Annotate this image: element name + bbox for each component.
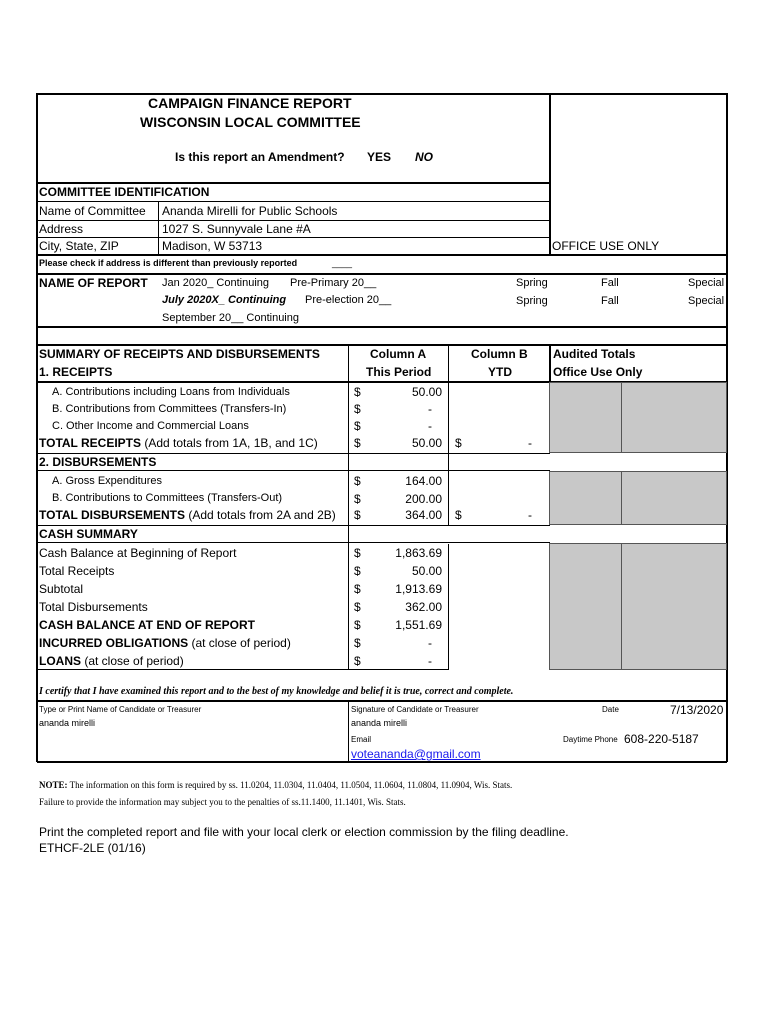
cash-disbursements-label: Total Disbursements bbox=[39, 600, 148, 614]
cash-begin-value[interactable]: 1,863.69 bbox=[395, 546, 442, 560]
receipt-c-label: C. Other Income and Commercial Loans bbox=[52, 420, 249, 432]
report-name-label: NAME OF REPORT bbox=[39, 276, 148, 290]
phone-label: Daytime Phone bbox=[563, 735, 618, 744]
summary-heading: SUMMARY OF RECEIPTS AND DISBURSEMENTS bbox=[39, 347, 320, 361]
report-fall-1[interactable]: Fall bbox=[601, 277, 619, 289]
committee-heading: COMMITTEE IDENTIFICATION bbox=[39, 185, 210, 199]
report-preelection[interactable]: Pre-election 20__ bbox=[305, 294, 392, 306]
report-preprimary[interactable]: Pre-Primary 20__ bbox=[290, 277, 377, 289]
column-a-heading: Column A bbox=[370, 347, 427, 361]
disbursement-b-value[interactable]: 200.00 bbox=[405, 492, 442, 506]
signature-label: Signature of Candidate or Treasurer bbox=[351, 705, 479, 714]
currency-symbol: $ bbox=[354, 600, 361, 614]
note-bold: NOTE: bbox=[39, 780, 68, 790]
address-label: Address bbox=[39, 222, 84, 236]
penalty-note: Failure to provide the information may subject you to the penalties of ss.11.1400, 11.1401, Wis. Stats. bbox=[39, 797, 406, 807]
report-special-1[interactable]: Special bbox=[688, 277, 725, 289]
total-disbursements-value[interactable]: 364.00 bbox=[405, 508, 442, 522]
cash-receipts-label: Total Receipts bbox=[39, 564, 115, 578]
currency-symbol: $ bbox=[354, 436, 361, 450]
print-name-value[interactable]: ananda mirelli bbox=[39, 718, 96, 728]
receipts-heading: 1. RECEIPTS bbox=[39, 365, 113, 379]
currency-symbol: $ bbox=[354, 508, 361, 522]
cash-subtotal-value[interactable]: 1,913.69 bbox=[395, 582, 442, 596]
report-spring-1[interactable]: Spring bbox=[516, 277, 548, 289]
note-text: The information on this form is required by ss. 11.0204, 11.0304, 11.0404, 11.0504, 11.0604, 11.0804, 11.0904, Wis. Stats. bbox=[67, 780, 513, 790]
office-use-label: OFFICE USE ONLY bbox=[552, 239, 660, 253]
amendment-yes[interactable]: YES bbox=[367, 150, 392, 164]
receipt-a-label: A. Contributions including Loans from Individuals bbox=[52, 386, 290, 398]
report-jan[interactable]: Jan 2020_ Continuing bbox=[162, 277, 270, 289]
cash-receipts-value[interactable]: 50.00 bbox=[411, 564, 442, 578]
disbursement-a-label: A. Gross Expenditures bbox=[52, 475, 163, 487]
loans-value[interactable]: - bbox=[428, 654, 432, 668]
address-change-checkbox[interactable]: ____ bbox=[332, 258, 353, 268]
column-a-subheading: This Period bbox=[366, 365, 432, 379]
incurred-bold: INCURRED OBLIGATIONS bbox=[39, 636, 189, 650]
column-b-subheading: YTD bbox=[488, 365, 512, 379]
total-receipts-ytd[interactable]: - bbox=[528, 436, 532, 450]
receipt-b-value[interactable]: - bbox=[428, 402, 432, 416]
city-value[interactable]: Madison, W 53713 bbox=[162, 239, 263, 253]
currency-symbol: $ bbox=[354, 402, 361, 416]
statute-note bbox=[39, 781, 512, 790]
currency-symbol: $ bbox=[455, 508, 462, 522]
loans-bold: LOANS bbox=[39, 654, 81, 668]
currency-symbol: $ bbox=[455, 436, 462, 450]
currency-symbol: $ bbox=[354, 546, 361, 560]
report-july[interactable]: July 2020X_ Continuing bbox=[162, 294, 287, 306]
loans-label bbox=[39, 655, 184, 667]
incurred-obligations-value[interactable]: - bbox=[428, 636, 432, 650]
report-spring-2[interactable]: Spring bbox=[516, 295, 548, 307]
date-value[interactable]: 7/13/2020 bbox=[670, 703, 724, 717]
email-label: Email bbox=[351, 735, 372, 744]
loans-note: (at close of period) bbox=[81, 654, 184, 668]
signature-value[interactable]: ananda mirelli bbox=[351, 718, 408, 728]
currency-symbol: $ bbox=[354, 492, 361, 506]
column-b-heading: Column B bbox=[471, 347, 528, 361]
form-title: CAMPAIGN FINANCE REPORT bbox=[148, 95, 352, 111]
total-disbursements-label bbox=[39, 509, 336, 521]
currency-symbol: $ bbox=[354, 419, 361, 433]
receipt-a-value[interactable]: 50.00 bbox=[411, 385, 442, 399]
total-disbursements-bold: TOTAL DISBURSEMENTS bbox=[39, 508, 186, 522]
currency-symbol: $ bbox=[354, 564, 361, 578]
cash-begin-label: Cash Balance at Beginning of Report bbox=[39, 546, 237, 560]
currency-symbol: $ bbox=[354, 385, 361, 399]
audited-totals-heading: Audited Totals bbox=[553, 347, 636, 361]
cash-subtotal-label: Subtotal bbox=[39, 582, 84, 596]
cash-summary-heading: CASH SUMMARY bbox=[39, 527, 138, 541]
total-receipts-label bbox=[39, 437, 318, 449]
form-id: ETHCF-2LE (01/16) bbox=[39, 841, 146, 855]
disbursement-b-label: B. Contributions to Committees (Transfers-Out) bbox=[52, 492, 283, 504]
receipt-b-label: B. Contributions from Committees (Transfers-In) bbox=[52, 403, 287, 415]
office-use-subheading: Office Use Only bbox=[553, 365, 643, 379]
city-label: City, State, ZIP bbox=[39, 239, 119, 253]
incurred-obligations-label bbox=[39, 637, 291, 649]
address-change-note: Please check if address is different than previously reported bbox=[39, 258, 298, 268]
total-disbursements-ytd[interactable]: - bbox=[528, 508, 532, 522]
form-subtitle: WISCONSIN LOCAL COMMITTEE bbox=[140, 114, 361, 130]
cash-end-label: CASH BALANCE AT END OF REPORT bbox=[39, 618, 255, 632]
cash-disbursements-value[interactable]: 362.00 bbox=[405, 600, 442, 614]
address-value[interactable]: 1027 S. Sunnyvale Lane #A bbox=[162, 222, 311, 236]
report-special-2[interactable]: Special bbox=[688, 295, 725, 307]
total-disbursements-note: (Add totals from 2A and 2B) bbox=[185, 508, 336, 522]
amendment-no[interactable]: NO bbox=[415, 150, 433, 164]
report-september[interactable]: September 20__ Continuing bbox=[162, 312, 299, 324]
certification-statement: I certify that I have examined this report and to the best of my knowledge and belief it is true, correct and complete. bbox=[39, 686, 514, 697]
total-receipts-bold: TOTAL RECEIPTS bbox=[39, 436, 142, 450]
email-link[interactable]: voteananda@gmail.com bbox=[351, 747, 481, 761]
print-name-label: Type or Print Name of Candidate or Treasurer bbox=[39, 705, 202, 714]
cash-end-value[interactable]: 1,551.69 bbox=[395, 618, 442, 632]
phone-value[interactable]: 608-220-5187 bbox=[624, 732, 699, 746]
amendment-question: Is this report an Amendment? bbox=[175, 150, 345, 164]
report-fall-2[interactable]: Fall bbox=[601, 295, 619, 307]
currency-symbol: $ bbox=[354, 654, 361, 668]
currency-symbol: $ bbox=[354, 618, 361, 632]
disbursements-heading: 2. DISBURSEMENTS bbox=[39, 455, 157, 469]
committee-name-value[interactable]: Ananda Mirelli for Public Schools bbox=[162, 204, 338, 218]
currency-symbol: $ bbox=[354, 582, 361, 596]
currency-symbol: $ bbox=[354, 474, 361, 488]
incurred-note: (at close of period) bbox=[188, 636, 291, 650]
date-label: Date bbox=[602, 705, 619, 714]
total-receipts-note: (Add totals from 1A, 1B, and 1C) bbox=[141, 436, 318, 450]
disbursement-a-value[interactable]: 164.00 bbox=[405, 474, 442, 488]
currency-symbol: $ bbox=[354, 636, 361, 650]
filing-instructions: Print the completed report and file with your local clerk or election commission by the filing deadline. bbox=[39, 825, 569, 839]
total-receipts-value[interactable]: 50.00 bbox=[411, 436, 442, 450]
committee-name-label: Name of Committee bbox=[39, 204, 146, 218]
receipt-c-value[interactable]: - bbox=[428, 419, 432, 433]
